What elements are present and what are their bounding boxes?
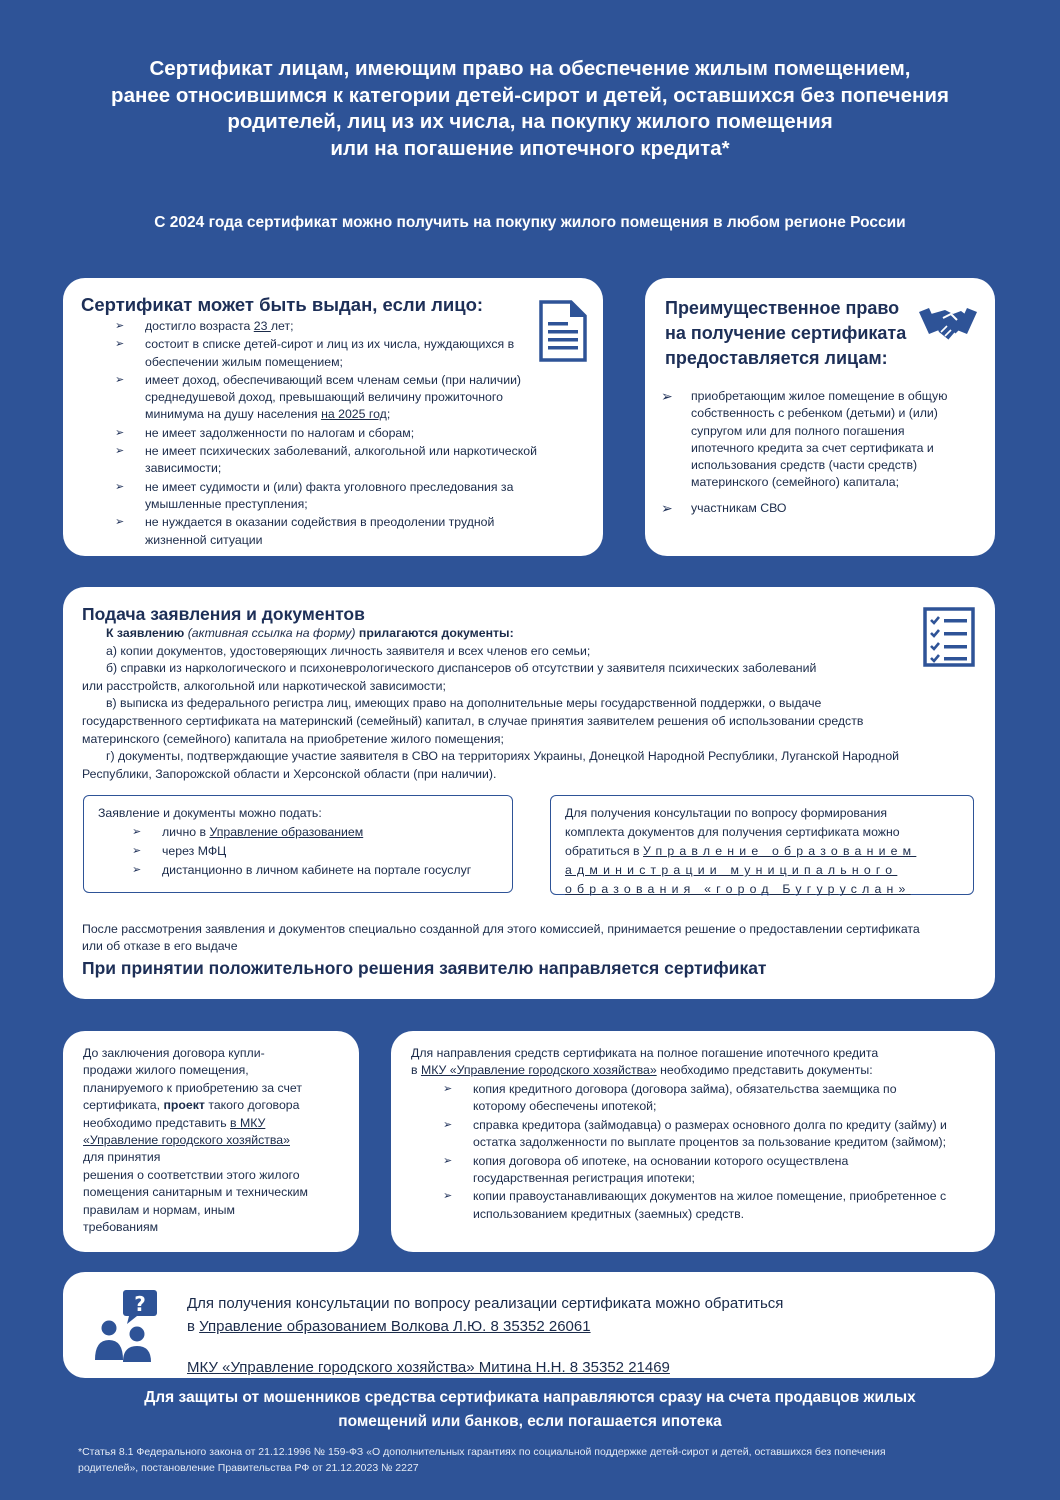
arrow-icon: ➢ bbox=[661, 388, 673, 404]
list-item: ➢ приобретающим жилое помещение в общую собственность с ребенком (детьми) и (или) супругом или для полного погашения ипотечного кредита за счет сертификата и использования средств (части средств) материнского (семейного) капитала; bbox=[661, 388, 948, 490]
arrow-icon: ➢ bbox=[132, 845, 142, 857]
list-item: ➢ не имеет судимости и (или) факта уголовного преследования за умышленные преступления; bbox=[115, 479, 514, 511]
arrow-icon: ➢ bbox=[443, 1154, 453, 1167]
fraud-protection-note: Для защиты от мошенников средства сертификата направляются сразу на счета продавцов жилых помещений или банков, если погашается ипотека bbox=[144, 1389, 916, 1430]
list-item: ➢ дистанционно в личном кабинете на портале госуслуг bbox=[132, 861, 502, 880]
list-item: ➢ справка кредитора (займодавца) о размерах основного долга по кредиту (займу) и остатка задолженности по выплате процентов за пользование кредитом (займом); bbox=[443, 1117, 947, 1150]
consult-link-cont[interactable]: администрации муниципального bbox=[565, 863, 898, 877]
form-link[interactable]: (активная ссылка на форму) bbox=[187, 626, 356, 640]
list-item: ➢ копии правоустанавливающих документов на жилое помещение, приобретенное с использованием кредитных (заемных) средств. bbox=[443, 1189, 947, 1221]
list-item: ➢ не имеет задолженности по налогам и сборам; bbox=[115, 425, 565, 442]
submit-methods-box: Заявление и документы можно подать: ➢ лично в Управление образованием ➢ через МФЦ ➢ дистанционно в личном кабинете на портале госуслуг bbox=[83, 795, 513, 893]
list-item: ➢ через МФЦ bbox=[132, 842, 502, 861]
list-item: ➢ достигло возраста 23 лет; bbox=[115, 318, 565, 335]
consult-link-cont[interactable]: образования «город Бугуруслан» bbox=[565, 882, 911, 896]
arrow-icon: ➢ bbox=[443, 1083, 453, 1095]
list-item: ➢ лично в Управление образованием bbox=[132, 823, 502, 842]
arrow-icon: ➢ bbox=[115, 445, 125, 458]
consult-link[interactable]: Управление образованием bbox=[643, 844, 917, 858]
application-heading: Подача заявления и документов bbox=[82, 604, 365, 624]
mortgage-card: Для направления средств сертификата на полное погашение ипотечного кредита в МКУ «Управление городского хозяйства» необходимо представить документы: ➢ копия кредитного договора (договора займа), обязательства заемщика по которому обеспечены ипотекой; ➢ справка кредитора (займодавца) о размерах основного долга по кредиту (займу) и остатка задолженности по выплате процентов за пользование кредитом (займом); ➢ копия договора об ипотеке, на основании которого осуществлена государственная регистрация ипотеки; ➢ копии правоустанавливающих документов на жилое помещение, приобретенное с использованием кредитных (заемных) средств. bbox=[391, 1031, 995, 1252]
after-review-text: После рассмотрения заявления и документов специально созданной для этого комиссией, принимается решение о предоставлении сертификата или об отказе в его выдаче bbox=[82, 922, 920, 954]
application-card bbox=[63, 587, 995, 999]
priority-heading: Преимущественное право на получение сертификата предоставляется лицам: bbox=[665, 298, 907, 368]
consult-people-icon bbox=[93, 1288, 165, 1362]
priority-list bbox=[661, 388, 971, 517]
contract-card: До заключения договора купли- продажи жилого помещения, планируемого к приобретению за счет сертификата, проект такого договора необходимо представить в МКУ «Управление городского хозяйства» для принятия решения о соответствии этого жилого помещения санитарным и техническим правилам и нормам, иным требованиям bbox=[63, 1031, 359, 1252]
page-title: Сертификат лицам, имеющим право на обеспечение жилым помещением, ранее относившимся к категории детей-сирот и детей, оставшихся без попечения родителей, лиц из их числа, на покупку жилого помещения или на погашение ипотечного кредита* bbox=[111, 57, 949, 160]
arrow-icon: ➢ bbox=[115, 320, 125, 332]
arrow-icon: ➢ bbox=[661, 499, 673, 516]
mku-contact-link[interactable]: МКУ «Управление городского хозяйства» Митина Н.Н. 8 35352 21469 bbox=[187, 1359, 670, 1376]
contacts-card: ? Для получения консультации по вопросу реализации сертификата можно обратиться в Управление образованием Волкова Л.Ю. 8 35352 26061 МКУ «Управление городского хозяйства» Митина Н.Н. 8 35352 21469 bbox=[63, 1272, 995, 1378]
mku-link[interactable]: МКУ «Управление городского хозяйства» bbox=[420, 1063, 657, 1078]
consultation-box: Для получения консультации по вопросу формирования комплекта документов для получения сертификата можно обратиться в Управление образованием администрации муниципального образования «город Бугуруслан» bbox=[550, 795, 974, 895]
svg-text:?: ? bbox=[134, 1292, 146, 1316]
arrow-icon: ➢ bbox=[115, 480, 125, 493]
arrow-icon: ➢ bbox=[132, 864, 142, 876]
list-item: ➢ участникам СВО bbox=[661, 499, 787, 516]
arrow-icon: ➢ bbox=[443, 1190, 453, 1203]
mku-link[interactable]: в МКУ bbox=[230, 1115, 266, 1130]
list-item: ➢ не нуждается в оказании содействия в преодолении трудной жизненной ситуации bbox=[115, 515, 495, 547]
application-body: К заявлению (активная ссылка на форму) прилагаются документы: а) копии документов, удостоверяющих личность заявителя и всех членов его семьи; б) справки из наркологического и психоневрологического диспансеров об отсутствии у заявителя психических заболеваний или расстройств, алкогольной или наркотической зависимости; в) выписка из федерального регистра лиц, имеющих право на дополнительные меры государственной поддержки, о выдаче государственного сертификата на материнский (семейный) капитал, в случае принятия заявителем решения об использовании средств материнского (семейного) капитала на приобретение жилого помещения; г) документы, подтверждающие участие заявителя в СВО на территориях Украины, Донецкой Народной Республики, Луганской Народной Республики, Запорожской области и Херсонской области (при наличии). bbox=[82, 626, 900, 781]
handshake-icon bbox=[917, 302, 979, 346]
list-item: ➢ имеет доход, обеспечивающий всем членам семьи (при наличии) среднедушевой доход, превышающий величину прожиточного минимума на душу населения на 2025 год; bbox=[115, 372, 522, 422]
subtitle: С 2024 года сертификат можно получить на покупку жилого помещения в любом регионе России bbox=[154, 214, 906, 231]
eligibility-heading: Сертификат может быть выдан, если лицо: bbox=[81, 294, 484, 315]
eligibility-list bbox=[115, 318, 565, 549]
list-item: ➢ не имеет психических заболеваний, алкогольной или наркотической зависимости; bbox=[115, 444, 537, 476]
arrow-icon: ➢ bbox=[443, 1118, 453, 1131]
list-item: ➢ копия кредитного договора (договора займа), обязательства заемщика по которому обеспечены ипотекой; bbox=[443, 1082, 897, 1114]
footnote: *Статья 8.1 Федерального закона от 21.12.1996 № 159-ФЗ «О дополнительных гарантиях по социальной поддержке детей-сирот и детей, оставшихся без попечения родителей», постановление Правительства РФ от 21.12.2023 № 2227 bbox=[78, 1446, 886, 1474]
education-dept-link[interactable]: Управление образованием bbox=[209, 825, 364, 839]
arrow-icon: ➢ bbox=[132, 826, 142, 838]
mku-link-cont[interactable]: «Управление городского хозяйства» bbox=[83, 1133, 290, 1148]
priority-card bbox=[645, 278, 995, 556]
education-contact-link[interactable]: Управление образованием Волкова Л.Ю. 8 35352 26061 bbox=[199, 1318, 591, 1335]
arrow-icon: ➢ bbox=[115, 516, 125, 529]
mortgage-docs-list bbox=[443, 1081, 973, 1223]
list-item: ➢ копия договора об ипотеке, на основании которого осуществлена государственная регистрация ипотеки; bbox=[443, 1153, 849, 1186]
list-item: ➢ состоит в списке детей-сирот и лиц из их числа, нуждающихся в обеспечении жилым помещением; bbox=[115, 337, 515, 369]
eligibility-card bbox=[63, 278, 603, 556]
arrow-icon: ➢ bbox=[115, 373, 125, 386]
arrow-icon: ➢ bbox=[115, 338, 125, 351]
result-text: При принятии положительного решения заявителю направляется сертификат bbox=[82, 958, 767, 978]
arrow-icon: ➢ bbox=[115, 426, 125, 439]
